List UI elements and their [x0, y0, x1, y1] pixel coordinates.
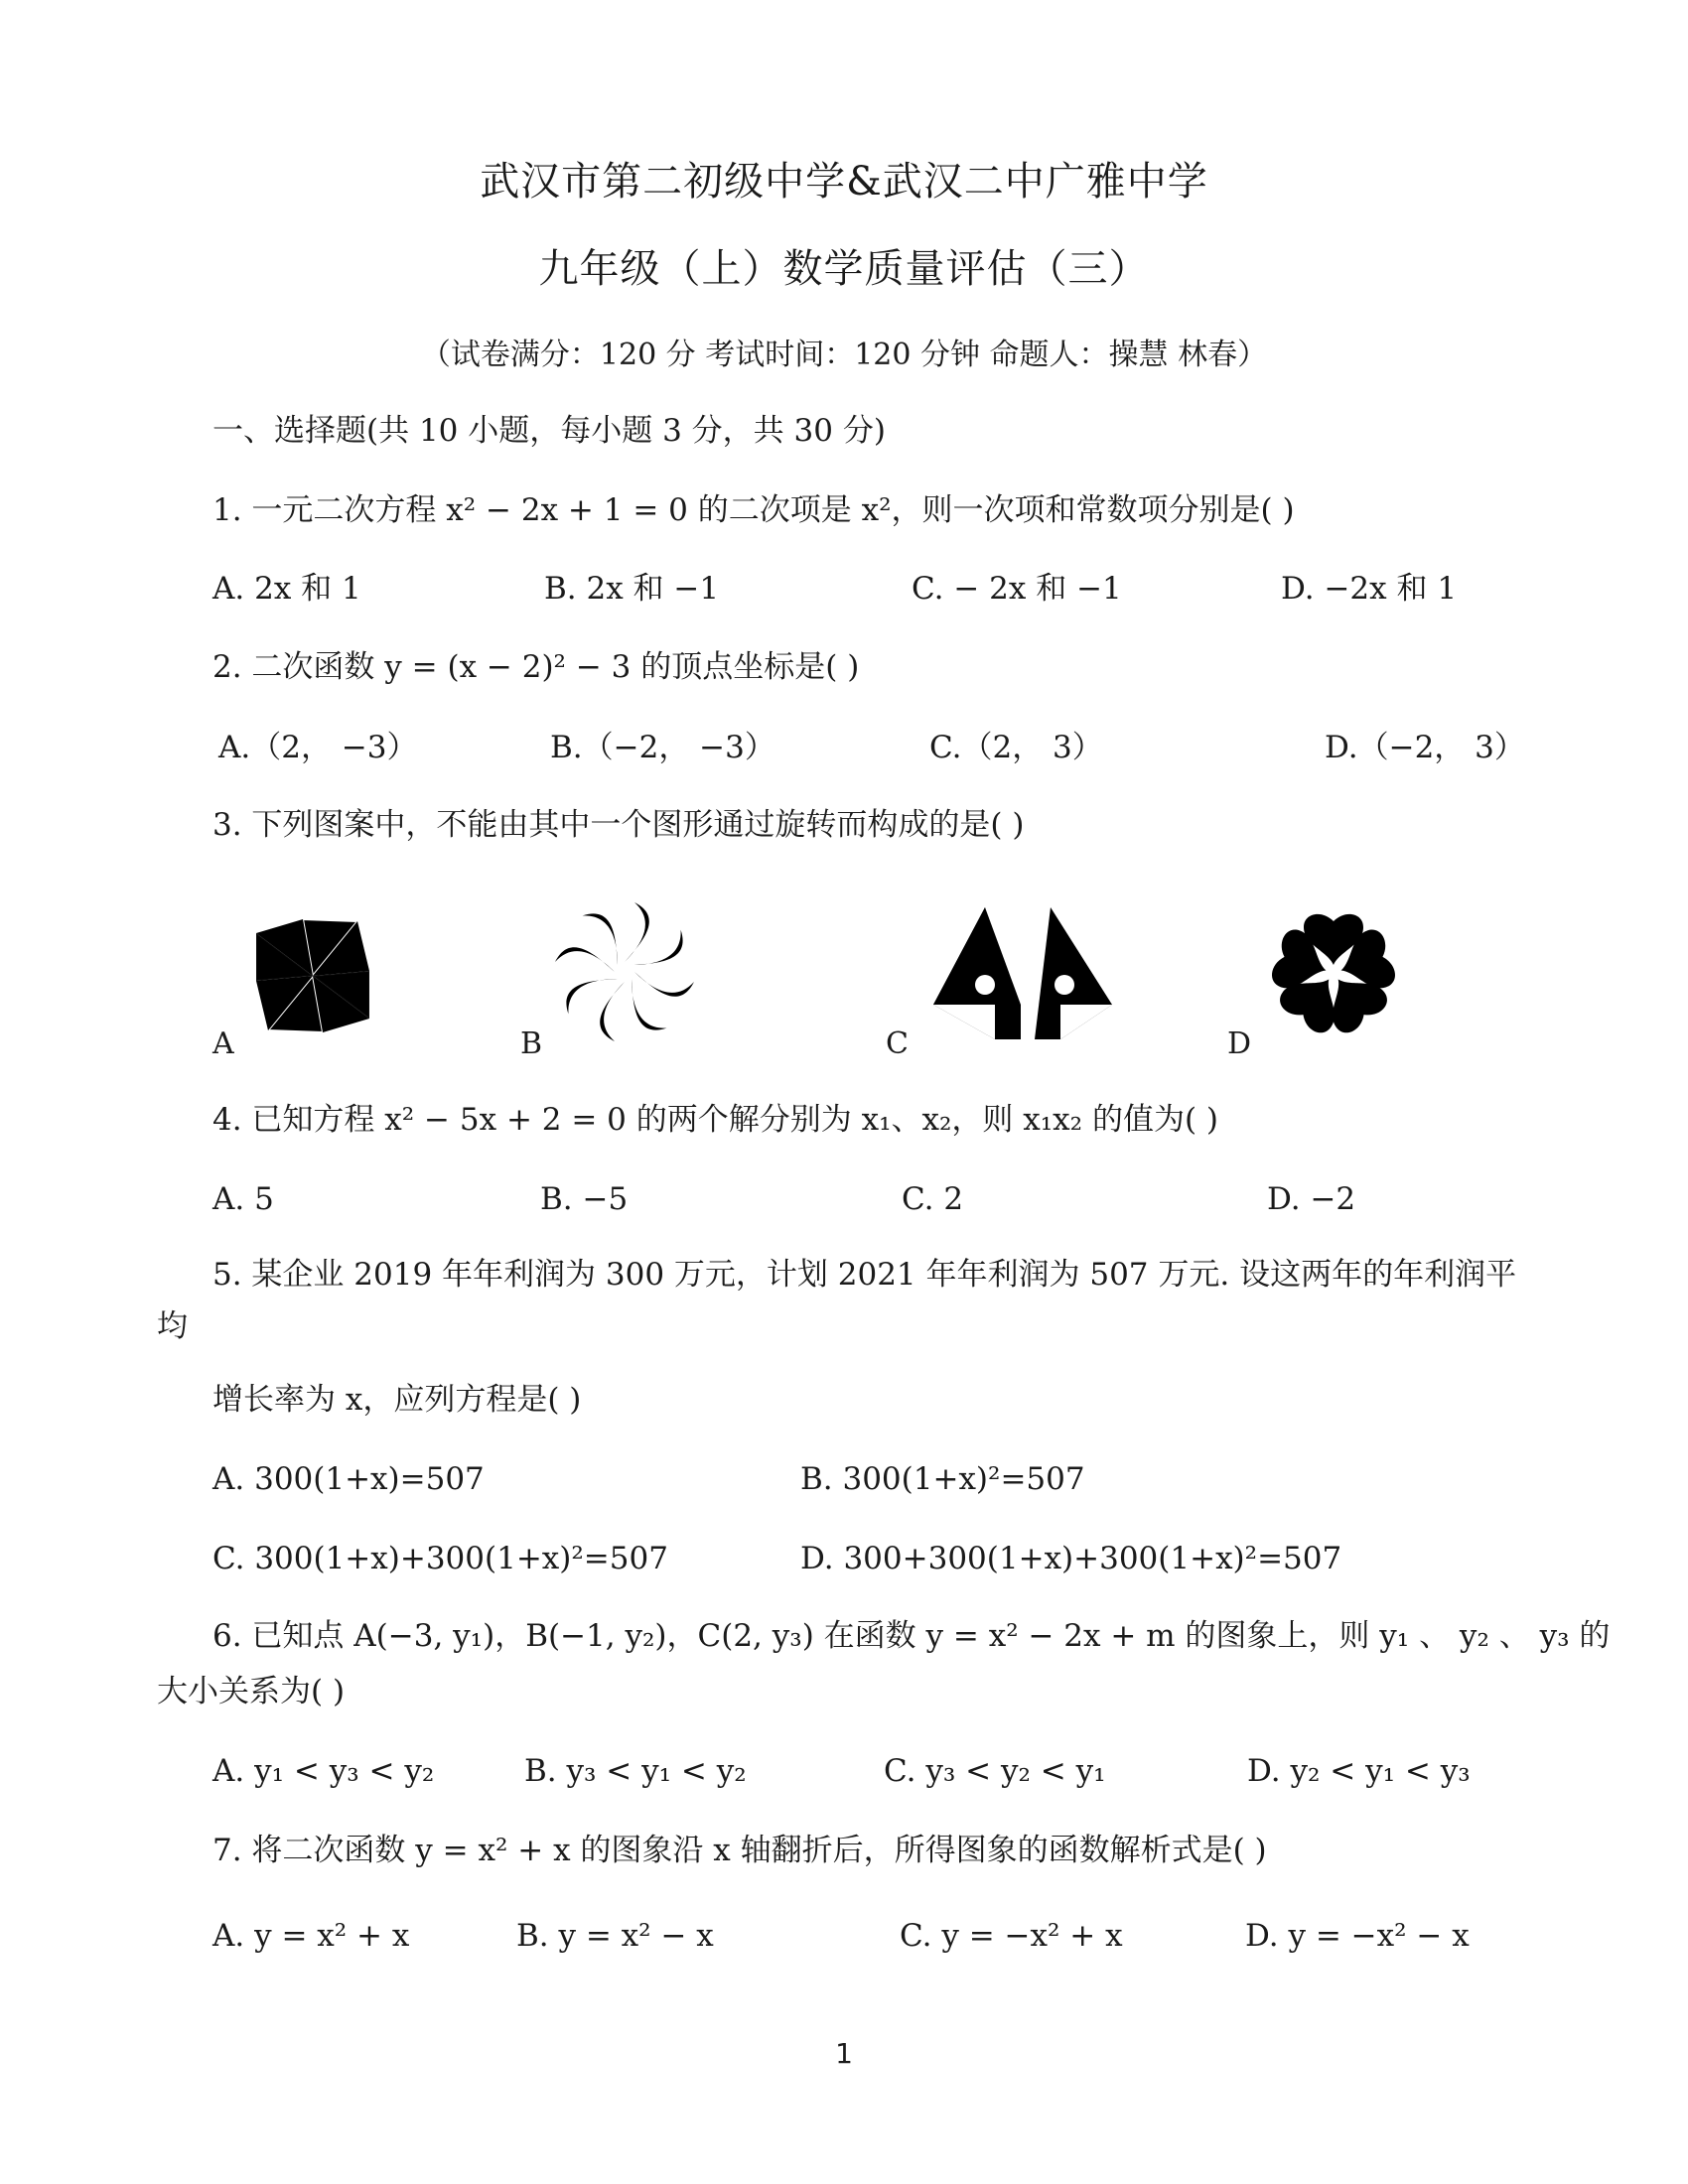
question-3-stem: 3. 下列图案中，不能由其中一个图形通过旋转而构成的是( )	[212, 807, 1025, 843]
q1-option-b: B. 2x 和 −1	[544, 571, 720, 607]
question-5-stem-line1b: 均	[157, 1308, 188, 1344]
figure-c-triangles	[933, 905, 1112, 1039]
page-number: 1	[835, 2037, 853, 2070]
q4-option-b: B. −5	[540, 1181, 629, 1217]
school-title: 武汉市第二初级中学&武汉二中广雅中学	[480, 159, 1208, 205]
question-7-stem: 7. 将二次函数 y = x² + x 的图象沿 x 轴翻折后，所得图象的函数解析式是( )	[212, 1833, 1267, 1868]
q4-option-a: A. 5	[212, 1181, 274, 1217]
q4-option-c: C. 2	[902, 1181, 964, 1217]
q5-option-b: B. 300(1+x)²=507	[800, 1461, 1085, 1497]
q6-option-d: D. y₂ < y₁ < y₃	[1247, 1753, 1471, 1789]
question-6-stem-line2: 大小关系为( )	[157, 1674, 346, 1709]
q6-option-b: B. y₃ < y₁ < y₂	[524, 1753, 747, 1789]
figure-b-label: B	[520, 1026, 543, 1061]
q1-option-d: D. −2x 和 1	[1281, 571, 1458, 607]
question-5-stem-line2: 增长率为 x，应列方程是( )	[212, 1382, 582, 1418]
q1-option-a: A. 2x 和 1	[212, 571, 361, 607]
question-4-stem: 4. 已知方程 x² − 5x + 2 = 0 的两个解分别为 x₁、x₂，则 x₁x₂ 的值为( )	[212, 1102, 1218, 1138]
q7-option-b: B. y = x² − x	[516, 1918, 714, 1954]
question-6-stem-line1: 6. 已知点 A(−3, y₁)，B(−1, y₂)，C(2, y₃) 在函数 y = x² − 2x + m 的图象上，则 y₁ 、 y₂ 、 y₃ 的	[212, 1618, 1611, 1654]
q7-option-a: A. y = x² + x	[212, 1918, 410, 1954]
q5-option-a: A. 300(1+x)=507	[212, 1461, 485, 1497]
q5-option-c: C. 300(1+x)+300(1+x)²=507	[212, 1541, 668, 1576]
figure-c-label: C	[886, 1026, 909, 1061]
q6-option-c: C. y₃ < y₂ < y₁	[884, 1753, 1106, 1789]
q2-option-d: D.（−2， 3）	[1325, 730, 1525, 765]
q2-option-c: C.（2， 3）	[929, 730, 1103, 765]
q7-option-d: D. y = −x² − x	[1245, 1918, 1470, 1954]
question-1-stem: 1. 一元二次方程 x² − 2x + 1 = 0 的二次项是 x²，则一次项和常数项分别是( )	[212, 492, 1295, 528]
q5-option-d: D. 300+300(1+x)+300(1+x)²=507	[800, 1541, 1342, 1576]
section-heading: 一、选择题(共 10 小题，每小题 3 分，共 30 分)	[212, 413, 886, 449]
figure-d-label: D	[1227, 1026, 1252, 1061]
question-5-stem-line1: 5. 某企业 2019 年年利润为 300 万元，计划 2021 年年利润为 507 万元. 设这两年的年利润平	[212, 1257, 1517, 1293]
exam-title: 九年级（上）数学质量评估（三）	[538, 246, 1150, 292]
figure-b-swirl	[550, 897, 699, 1046]
exam-meta: （试卷满分：120 分 考试时间：120 分钟 命题人：操慧 林春）	[420, 338, 1268, 372]
q2-option-a: A.（2， −3）	[218, 730, 418, 765]
figure-a-pinwheel	[248, 911, 377, 1040]
figure-d-hearts	[1259, 903, 1408, 1042]
q7-option-c: C. y = −x² + x	[900, 1918, 1123, 1954]
q2-option-b: B.（−2， −3）	[550, 730, 775, 765]
q1-option-c: C. − 2x 和 −1	[912, 571, 1122, 607]
q4-option-d: D. −2	[1267, 1181, 1356, 1217]
q6-option-a: A. y₁ < y₃ < y₂	[212, 1753, 435, 1789]
figure-a-label: A	[212, 1026, 234, 1061]
question-2-stem: 2. 二次函数 y = (x − 2)² − 3 的顶点坐标是( )	[212, 649, 860, 685]
